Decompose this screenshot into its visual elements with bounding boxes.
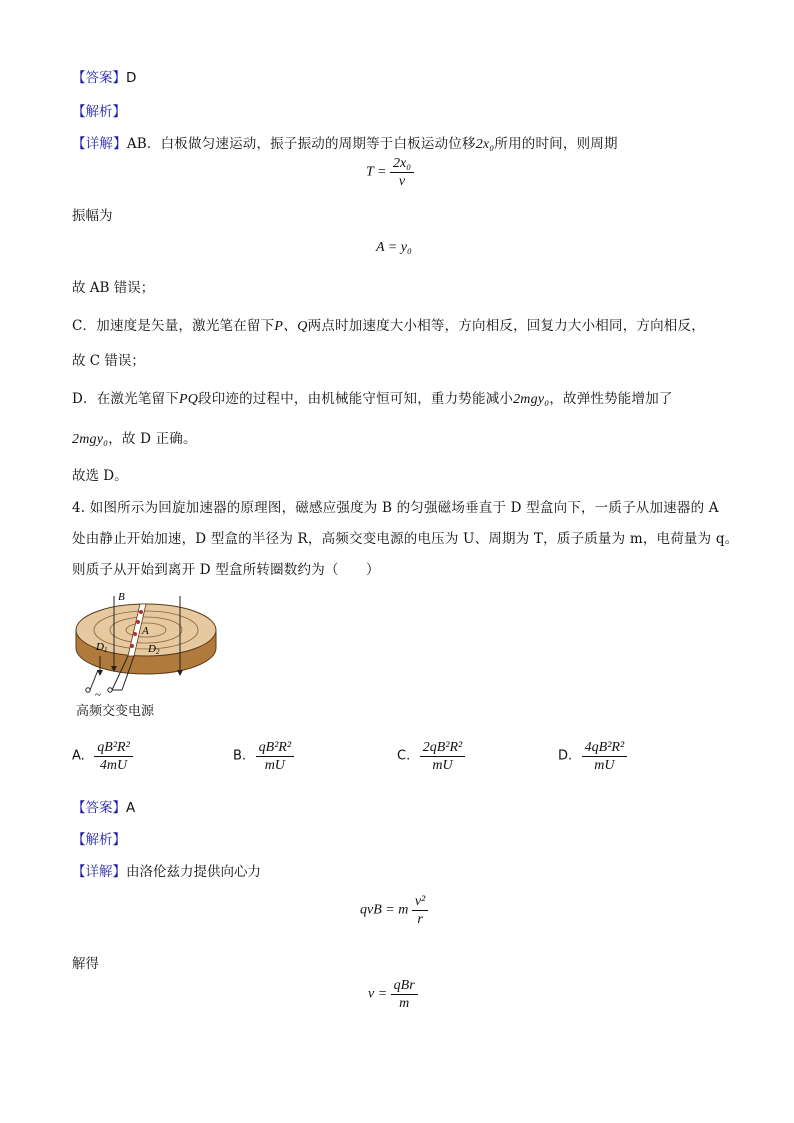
c-text-b: 两点时加速度大小相等，方向相反，回复力大小相同，方向相反，: [307, 318, 705, 334]
equation-period: [366, 156, 414, 189]
terminal-icon: [108, 688, 112, 692]
detail-tail: 所用的时间，则周期: [494, 136, 618, 152]
math-pq: PQ: [178, 392, 198, 407]
option-b[interactable]: [233, 740, 294, 773]
answer-value: D: [126, 70, 137, 86]
answer-tag: 【答案】: [72, 70, 126, 86]
option-letter: C.: [397, 748, 411, 764]
option-numerator: 4qB²R²: [582, 740, 628, 757]
eq-T-denominator: v: [398, 174, 406, 189]
label-B: B: [118, 591, 125, 603]
choose-line: 故选 D。: [72, 468, 128, 484]
option-letter: A.: [72, 748, 85, 764]
eq1-numerator: v²: [412, 894, 428, 911]
label-D1: D1: [96, 641, 108, 654]
equation-lorentz: [360, 894, 428, 927]
eq1-denominator: r: [417, 912, 423, 927]
option-fraction: [256, 740, 295, 773]
option-numerator: 2qB²R²: [420, 740, 466, 757]
answer-line-2: [72, 796, 135, 816]
option-denominator: mU: [594, 758, 615, 773]
option-fraction: [420, 740, 466, 773]
amplitude-label: 振幅为: [72, 208, 113, 224]
option-denominator: 4mU: [99, 758, 128, 773]
option-numerator: qB²R²: [256, 740, 295, 757]
question-line-3: 则质子从开始到离开 D 型盒所转圈数约为（ ）: [72, 562, 380, 578]
option-fraction: [94, 740, 133, 773]
equation-amplitude: A = y₀: [376, 240, 412, 255]
detail-text: AB．白板做匀速运动，振子振动的周期等于白板运动位移: [126, 136, 476, 152]
question-line-1: 4. 如图所示为回旋加速器的原理图，磁感应强度为 B 的匀强磁场垂直于 D 型盒向下，一质子从加速器的 A: [72, 500, 719, 516]
option-denominator: mU: [264, 758, 285, 773]
detail-tag: 【详解】: [72, 864, 126, 880]
answer-value: A: [126, 800, 136, 816]
option-numerator: qB²R²: [94, 740, 133, 757]
particle-dot: [130, 644, 134, 648]
detail-line-2: [72, 860, 261, 880]
equation-velocity: [368, 978, 418, 1011]
label-tilde: ~: [95, 689, 101, 701]
option-letter: D.: [558, 748, 573, 764]
detail-line-1: [72, 132, 618, 153]
detail-tag: 【详解】: [72, 136, 127, 152]
math-2mgy0: 2mgy₀: [513, 392, 550, 407]
d-text-a: D．在激光笔留下: [72, 391, 179, 407]
math-pq-points: P、Q: [274, 319, 308, 334]
question-line-2: 处由静止开始加速，D 型盒的半径为 R，高频交变电源的电压为 U、周期为 T，质子质量为 m，电荷量为 q。: [72, 531, 739, 547]
option-denominator: mU: [432, 758, 453, 773]
detail-text: 由洛伦兹力提供向心力: [126, 864, 261, 880]
arrow-icon: [177, 670, 183, 676]
eq-T-numerator: 2x₀: [390, 156, 414, 173]
option-d[interactable]: [558, 740, 627, 773]
d-text-c: ，故弹性势能增加了: [549, 391, 673, 407]
label-A: A: [142, 625, 149, 637]
eq2-denominator: m: [399, 996, 410, 1011]
option-letter: B.: [233, 748, 247, 764]
line-c-2: 故 C 错误；: [72, 353, 145, 369]
option-c[interactable]: [397, 740, 465, 773]
terminal-icon: [86, 688, 90, 692]
option-fraction: [582, 740, 628, 773]
particle-dot: [139, 610, 143, 614]
label-D2: D2: [148, 643, 160, 656]
particle-dot: [136, 620, 140, 624]
c-text-a: C．加速度是矢量，激光笔在留下: [72, 318, 275, 334]
line-ab-wrong: 故 AB 错误；: [72, 280, 155, 296]
math-2x0: 2x₀: [475, 137, 495, 152]
analysis-tag-2: 【解析】: [72, 832, 126, 848]
particle-dot: [133, 632, 137, 636]
answer-line: [72, 66, 136, 86]
math-2mgy0-b: 2mgy₀: [72, 432, 109, 447]
option-a[interactable]: [72, 740, 133, 773]
analysis-tag: 【解析】: [72, 104, 126, 120]
line-d-1: [72, 387, 673, 408]
answer-tag: 【答案】: [72, 800, 126, 816]
d-text-b: 段印迹的过程中，由机械能守恒可知，重力势能减小: [198, 391, 514, 407]
cyclotron-figure: [70, 590, 220, 702]
solve-label: 解得: [72, 956, 99, 972]
d2-text: ，故 D 正确。: [108, 431, 197, 447]
line-c-1: [72, 314, 705, 335]
eq-T-lhs: T =: [366, 164, 387, 180]
eq2-lhs: v =: [368, 986, 388, 1002]
figure-caption: 高频交变电源: [76, 704, 155, 719]
eq2-fraction: [391, 978, 418, 1011]
line-d-2: [72, 427, 197, 448]
eq2-numerator: qBr: [391, 978, 418, 995]
wire: [90, 670, 98, 690]
eq1-fraction: [412, 894, 428, 927]
eq-T-fraction: [390, 156, 414, 189]
eq1-lhs: qvB = m: [360, 902, 409, 918]
